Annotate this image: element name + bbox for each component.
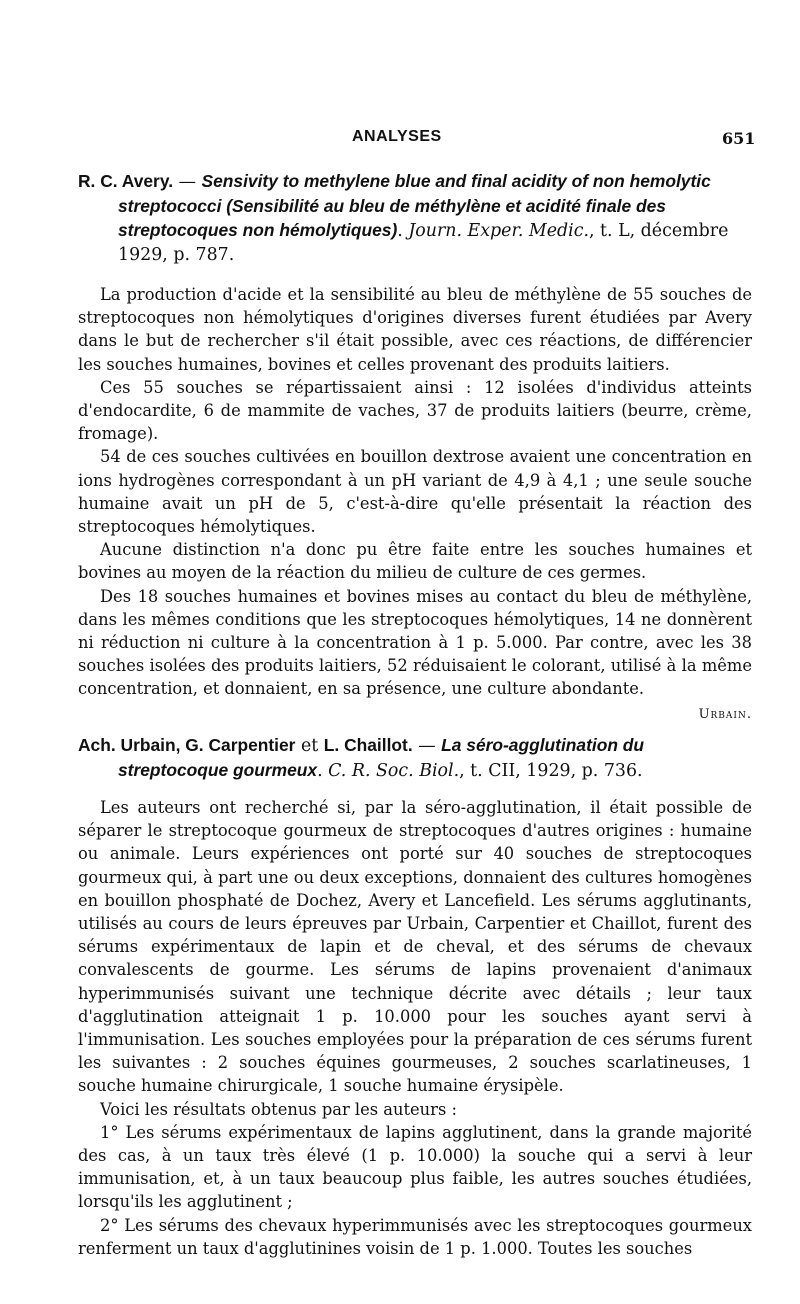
entry2-citation: , t. CII, 1929, p. 736.	[459, 760, 643, 781]
entry2-journal: C. R. Soc. Biol.	[328, 760, 460, 781]
entry1-citation: , t. L, décembre 1929, p. 787.	[118, 221, 729, 265]
entry1-paragraph: La production d'acide et la sensibilité au bleu de méthylène de 55 souches de streptocoques non hémolytiques d'origines diverses furent étudiées par Avery dans le but de rechercher s'il était possible, avec ces réactions, de différencier les souches humaines, bovines et celles provenant des produits laitiers.	[78, 285, 752, 374]
entry2-heading	[78, 734, 752, 783]
entry1-title: Sensivity to methylene blue and final acidity of non hemolytic streptococci (Sensibilité au bleu de méthylène et acidité finale des streptocoques non hémolytiques)	[118, 171, 711, 240]
entry1-journal-sep: .	[397, 221, 409, 241]
entry2-paragraph: Les auteurs ont recherché si, par la séro-agglutination, il était possible de séparer le streptocoque gourmeux de streptocoques d'autres origines : humaine ou animale. Leurs expériences ont porté sur 40 souches de streptocoques gourmeux qui, à part une ou deux exceptions, donnaient des cultures homogènes en bouillon phosphaté de Dochez, Avery et Lancefield. Les sérums agglutinants, utilisés au cours de leurs épreuves par Urbain, Carpentier et Chaillot, furent des sérums expérimentaux de lapin et de cheval, et des sérums de chevaux convalescents de gourme. Les sérums de lapins provenaient d'animaux hyperimmunisés suivant une technique décrite avec détails ; leur taux d'agglutination atteignait 1 p. 10.000 pour les souches ayant servi à l'immunisation. Les souches employées pour la préparation de ces sérums furent les suivantes : 2 souches équines gourmeuses, 2 souches scarlatineuses, 1 souche humaine chirurgicale, 1 souche humaine érysipèle.	[78, 798, 752, 1096]
entry2-journal-sep: .	[317, 760, 329, 781]
entry2-paragraph: Voici les résultats obtenus par les auteurs :	[100, 1099, 457, 1119]
entry2-author-urbain: Ach. Urbain,	[78, 735, 181, 755]
entry1-paragraph: Ces 55 souches se répartissaient ainsi : 12 isolées d'individus atteints d'endocardite, 6 de mammite de vaches, 37 de produits laitiers (beurre, crème, fromage).	[78, 377, 752, 444]
entry1-paragraph: Des 18 souches humaines et bovines mises au contact du bleu de méthylène, dans les mêmes conditions que les streptocoques hémolytiques, 14 ne donnèrent ni réduction ni culture à la concentration à 1 p. 5.000. Par contre, avec les 38 souches isolées des produits laitiers, 52 réduisaient le colorant, utilisé à la même concentration, et donnaient, en sa présence, une culture abondante.	[78, 586, 752, 699]
running-title: ANALYSES	[352, 128, 442, 145]
entry1-paragraph: 54 de ces souches cultivées en bouillon dextrose avaient une concentration en ions hydrogènes correspondant à un pH variant de 4,9 à 4,1 ; une seule souche humaine avait un pH de 5, c'est-à-dire qu'elle présentait la réaction des streptocoques hémolytiques.	[78, 447, 752, 537]
entry1-paragraph: Aucune distinction n'a donc pu être faite entre les souches humaines et bovines au moyen de la réaction du milieu de culture de ces germes.	[78, 540, 752, 583]
entry1-dash: —	[173, 172, 202, 192]
entry2-dash: —	[412, 736, 442, 756]
entry1-heading	[78, 170, 752, 267]
entry2-and: et	[295, 736, 324, 756]
entry2-paragraph: 2° Les sérums des chevaux hyperimmunisés avec les streptocoques gourmeux renferment un taux d'agglutinines voisin de 1 p. 1.000. Toutes les souches	[78, 1215, 752, 1258]
entry2-author-chaillot: L. Chaillot.	[323, 735, 413, 755]
entry1-journal: Journ. Exper. Medic.	[408, 221, 589, 241]
entry1-author: R. C. Avery.	[78, 171, 174, 191]
page-number: 651	[722, 129, 756, 148]
entry2-title: La séro-agglutination du streptocoque gourmeux	[118, 735, 645, 780]
entry2-author-carpentier: G. Carpentier	[180, 735, 296, 755]
entry1-signature: Urbain.	[698, 706, 752, 722]
entry2-body	[78, 796, 752, 1260]
entry2-paragraph: 1° Les sérums expérimentaux de lapins agglutinent, dans la grande majorité des cas, à un taux très élevé (1 p. 10.000) la souche qui a servi à leur immunisation, et, à un taux beaucoup plus faible, les autres souches étudiées, lorsqu'ils les agglutinent ;	[78, 1122, 752, 1212]
running-head	[0, 128, 800, 152]
entry1-body	[78, 283, 752, 726]
